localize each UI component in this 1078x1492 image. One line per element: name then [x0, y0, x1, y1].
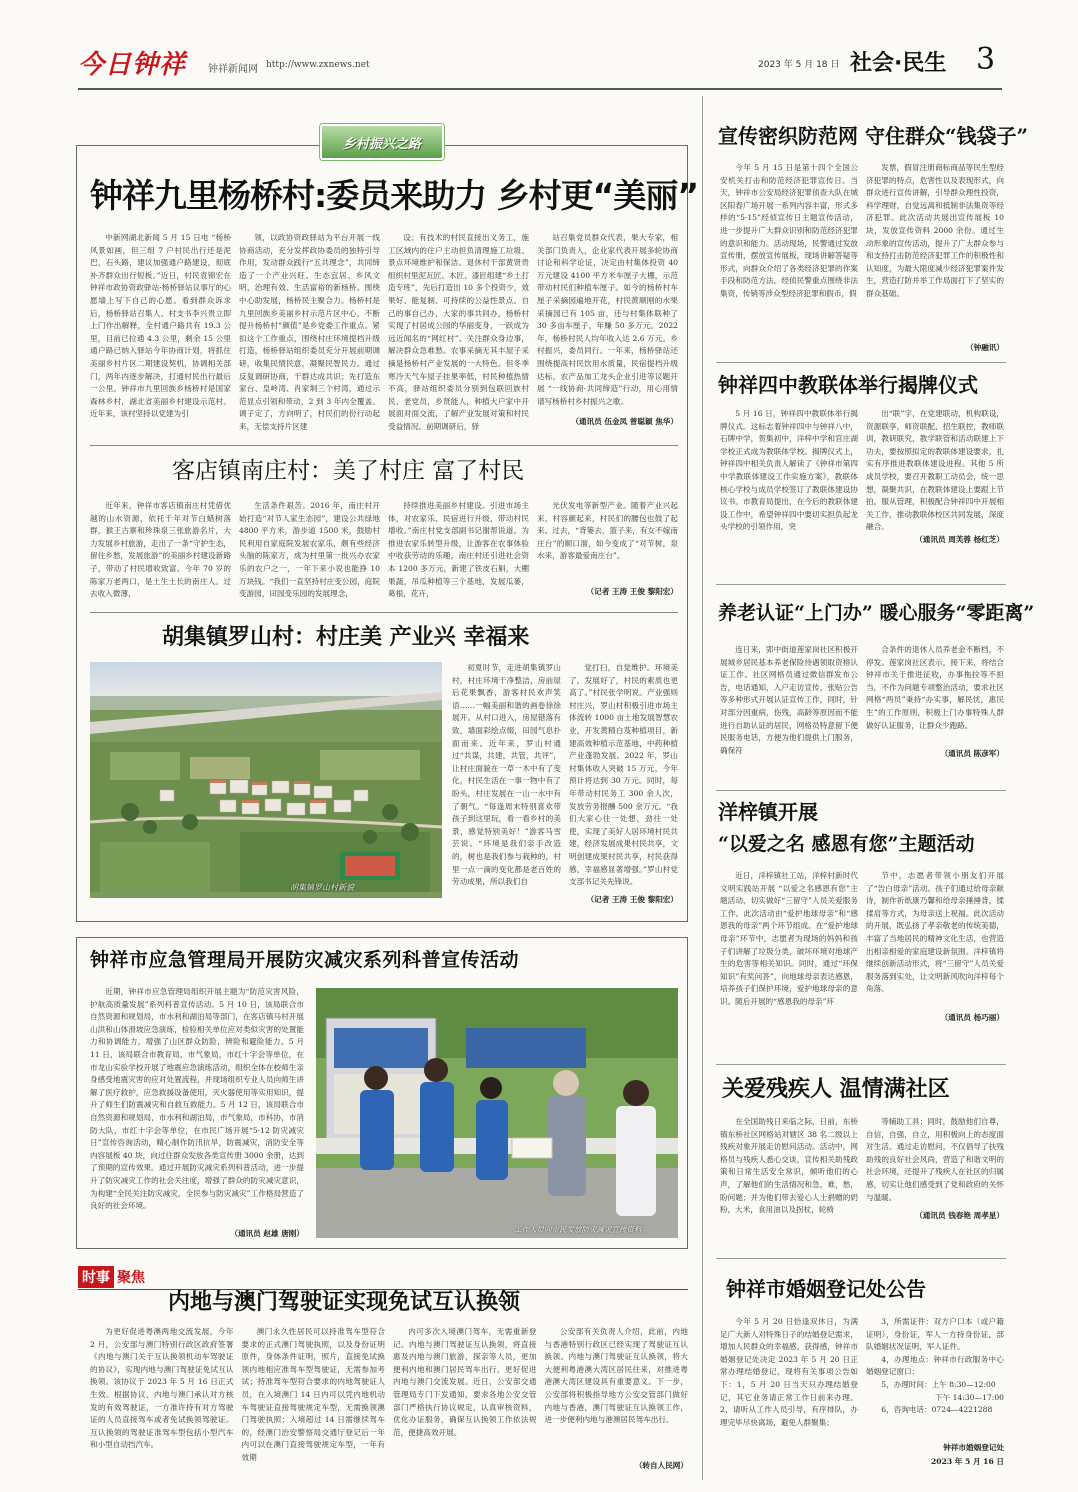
right-divider-1	[716, 362, 1006, 363]
article-1-col-3: 设；有技术的村民直接出义务工，施工区域内的住户主动担负清理施工垃圾、景点环境维护和保洁。退休村干部黄贤贵组织村里泥瓦匠、木匠、漆匠组建“乡土打造专班”，先后打造出 10 多个投资少，效果好、能复制、可持续的公益性景点。自己的事自己办，大家的事共同办，杨桥村实现了村居成公园的华丽变身，一跃成为远近闻名的“网红村”。关注群众身边事，解决群众急难愁。农事采摘无其丰屋子采摘是杨桥村产业发展的一大特色。但冬季寒冷天气车屋子挂果率低，村民种植热情不高，驿站组织委员分别到包联回族村民，老党员，乡贤能人，种植大户家中开展面对面交流，了解产业发展对策和村民受益情况。前期调研后，驿	[388, 233, 529, 431]
article-1-byline: （通讯员 伍金凤 曾聪颖 焦华）	[571, 417, 678, 426]
article-1-col-4: 站召集党员群众代表，果大专家，相关部门负责人，企业家代表开展多轮协商讨论和科学论证，决定由村集体投资 40 万元建设 4100 平方米车厘子大棚，示范带动村民们种植车厘子。如今的杨桥村车厘子采摘园遍地开花，村民黄顺刚的水果采摘园已有 105 亩，还与村集体联种了 30 多亩车厘子，年赚 50 多万元。2022 年，杨桥村民人均年收入达 2.6 万元。乡村振兴，委员同行。一年来，杨桥驿站还围绕提高村民饮用水质量，民宿提档升级达标，农产品加工龙头企业引进等议题开展 “一线协商·共同缔造”行动，用心用情谱写杨桥村乡村振兴之歌。	[537, 233, 678, 406]
yangzi-article-headline-2: “以爱之名 感恩有您”主题活动	[718, 833, 975, 855]
police-article-byline: （钟融讯）	[966, 343, 1004, 352]
article-5-body	[90, 1326, 688, 1474]
school-article-col-1: 5 月 16 日，钟祥四中教联体举行揭牌仪式。这标志着钟祥四中与钟祥八中，石牌中学，贺集初中，洋梓中学和官庄湖学校正式成为教联体学校。揭牌仪式上，钟祥四中相关负责人解读了《钟祥市第四中学教联体建设工作实施方案》，教联体核心学校与成员学校签订了教联体建设协议书。市教育局提出，在今后的教联体建设工作中，希望钟祥四中要切实担负起龙头学校的引领作用，突	[720, 409, 858, 532]
article-1-body	[90, 232, 678, 432]
police-article-col-1: 今年 5 月 15 日是第十四个全国公安机关打击和防范经济犯罪宣传日。当天，钟祥市公安局经济犯罪侦查大队在城区阳春广场开展一系列内容丰富，形式多样的“5·15”经侦宣传日主题宣传活动，进一步提升广大群众识别和防范经济犯罪的意识和能力。活动现场，民警通过发放宣传册，摆放宣传展板，现场讲解答疑等形式，向群众介绍了各类经济犯罪的作案手段和防范方法。经侦民警重点围绕非法集资，传销等涉众型经济犯罪和假币，假	[720, 163, 858, 298]
site-url[interactable]: http://www.zxnews.net	[266, 60, 370, 70]
marriage-notice-col-1: 今年 5 月 20 日恰逢双休日，为满足广大新人对特殊日子的结婚登记需求，增加人民群众的幸福感，获得感，钟祥市婚姻登记处决定 2023 年 5 月 20 日正常办理结婚登记，现将有关事项公告如下：1，5 月 20 日当天只办理结婚登记，其它业务请正常工作日前来办理。2，请听从工作人员引导，有序排队，办理完毕尽快离场，避免人群聚集；	[720, 1317, 858, 1427]
article-2-col-1: 近年来，钟祥市客店镇南庄村凭借优越的山水资源，依托千年对节白蜡树落群，猴王古寨和珍珠泉三张旅游名片，大力发展乡村旅游，走出了一条“守护生态，留住乡愁，发展旅游”的美丽乡村建设新路子，带动了村民增收致富。今年 70 岁的陈家万老两口，是土生土长的南庄人。过去收入微薄，	[90, 501, 231, 599]
school-article-body	[720, 408, 1004, 532]
masthead	[72, 42, 1002, 86]
article-5-byline: （转自人民网）	[634, 1461, 688, 1470]
yangzi-article-col-1: 近日，洋梓镇社工站，洋梓村新时代文明实践站开展 “以爱之名感恩有您”主题活动，切实做好“三留守”人员关爱服务工作。此次活动由“爱护地球母亲”和“感恩我的母亲”两个环节组成。在“爱护地球母亲”环节中，志愿者为现场的妈妈和孩子们讲解了垃圾分类，破坏环境对地球产生的危害等相关知识。同时，通过“环保知识”有奖问答”，向地球母亲表达感恩，培养孩子们保护环境，爱护地球母亲的意识。随后开展的“感恩我的母亲”环	[720, 871, 858, 1006]
article-1-headline: 钟祥九里杨桥村:委员来助力 乡村更“美丽”	[90, 176, 699, 215]
luoshan-village-photo	[90, 662, 442, 898]
article-2-headline: 客店镇南庄村：美了村庄 富了村民	[172, 458, 525, 484]
marriage-notice-signer: 钟祥市婚姻登记处	[943, 1443, 1004, 1452]
marriage-notice-item-5: 5，办理时间：上午 8:30—12:00	[881, 1379, 996, 1389]
luoshan-village-aerial-image	[90, 662, 442, 898]
school-article-col-2: 出“联”字，在党建联动，机构联设，资源联享，师资联配，招生联控，教师联训，教研联究，教学联管和活动联建上下功夫，要按照拟定的教联体建设要求，扎实有序推进教联体建设进程。其他 5 所成员学校，要召开教职工动员会，统一思想，凝聚共识，在教联体建设上要跟上节拍，服从管理，积极配合钟祥四中开展相关工作，推动教联体校区共同发展，深度融合。	[866, 409, 1004, 532]
marriage-notice-col-2	[866, 1316, 1004, 1436]
luoshan-photo-caption: 胡集镇罗山村新貌	[290, 883, 354, 892]
rural-banner	[320, 124, 444, 160]
marriage-notice-date: 2023 年 5 月 16 日	[931, 1457, 1004, 1466]
current-affairs-tag	[78, 1266, 162, 1288]
marriage-notice-item-5b: 下午 14:30—17:00	[935, 1392, 1004, 1402]
article-2-col-2: 生活条件艰苦。2016 年，南庄村开始打造“对节人家生态园”，建设公共绿地 4800 平方米，游步道 1500 米，鼓励村民利用自家庭院发展农家乐，颇有些经济头脑的陈家万，成为村里第一批兴办农家乐的农户之一，一年下来小说也能挣 10 万块钱。“我们一直坚持村庄变公园，庭院变游园，田园变乐园的发展理念，	[239, 501, 380, 599]
pension-article-headline: 养老认证“上门办” 暖心服务“零距离”	[718, 602, 1035, 624]
disability-article-body	[720, 1116, 1004, 1224]
article-1-col-2: 领，以政协资政驿站为平台开展一线协商活动，充分发挥政协委员的独特引导作用，发动群众践行“五共理念”，共同缔造了一个产业兴旺、生态宜居、乡风文明、治理有效、生活富裕的新杨桥。围绕中心助发展，杨桥民主聚合力。杨桥村是九里回族乡美丽乡村示范片区中心，不断提升杨桥村“颜值”是乡党委工作重点。紧扣这个工作重点，围绕村庄环境提档升级打造，杨桥驿站组织委员充分开展前期调研，收集民情民意，凝聚民智民力。通过反复调研协商，干群达成共识；先打造东家台、皇岭湾、肖家垌三个村湾，通过示范显点引领和带动，2 到 3 年内全覆盖。调子定了，方向明了，村民们的份行动起来，无偿支持片区建	[239, 233, 380, 431]
marriage-notice-item-6: 6，咨询电话：0724—4221288	[881, 1405, 993, 1415]
marriage-notice-body	[720, 1316, 1004, 1436]
article-1-divider	[90, 445, 678, 446]
yangzi-article-headline-1: 洋梓镇开展	[718, 800, 818, 824]
pension-article-byline: （通讯员 陈彦军）	[940, 749, 1004, 758]
yangzi-article-col-2: 节中，志愿者带领小朋友们开展了“告白母亲”活动。孩子们通过给母亲献诗，制作祈纸康乃馨和给母亲捶捶背，揉揉肩等方式，为母亲送上祝福。此次活动的开展，既弘扬了孝亲敬老的传统美德，丰富了当地居民的精神文化生活，也营造出相亲相爱的家庭建设新氛围。洋梓镇将继续创新活动形式，将“三留守”人员关爱服务落到实处，让文明新风吹向洋梓每个角落。	[866, 871, 1004, 994]
article-5-col-1: 为更好促进粤澳两地交流发展，今年 2 月，公安部与澳门特别行政区政府签署《内地与澳门关于互认换领机动车驾驶证的协议》，实现内地与澳门驾驶证免试互认换领。该协议于 2023 年 5 月 16 日正式生效。根据协议，内地与澳门承认对方核发的有效驾驶证，一方准许持有对方驾驶证的人员直接驾车或者免试换领驾驶证。互认换领的驾驶证准驾车型包括小型汽车和小型自动挡汽车。	[90, 1327, 234, 1450]
article-4-byline: （通讯员 赵雄 唐刚）	[230, 1229, 304, 1238]
article-4-col-1: 近期，钟祥市应急管理局组织开展主题为“防范灾害风险，护航高质量发展”系列科普宣传活动。5 月 10 日，该局联合市自然资源和规划局，市水利和湖泊局等部门，在客店镇马村开展山洪和山体滑坡应急演练，检验相关单位应对类似灾害的处置能力和协调能力，增强了山区群众防险，辨险和避险能力。5 月 11 日，该局联合市教育局，市气象局，市红十字会等单位，在市龙山实验学校开展了地震应急演练活动，组织全体在校师生亲身感受地震灾害的应对处置流程，并现场组织专业人员向师生讲解了医疗救护，应急救援设备使用，灭火器使用等实用知识，提升了师生们防震减灾和自救互救能力。5 月 12 日，该局联合市自然资源和规划局，市水利和湖泊局，市气象局，市科协，市消防大队，市红十字会等单位，在市民广场开展“5·12 防灾减灾日”宣传咨询活动，精心制作防汛抗旱，防震减灾，消防安全等内容展板 40 块，向过往群众发放各类宣传册 3000 余册，达到了预期的宣传效果。通过开展防灾减灾系列科普活动，进一步提升了防灾减灾工作的社会关注度，增强了群众的防灾减灾意识，为构建“全民关注防灾减灾，全民参与防灾减灾”工作格局营造了良好的社会环境。	[90, 987, 304, 1211]
article-5-col-2: 澳门永久性居民可以持准驾车型符合要求的正式澳门驾驶执照，以及身份证明原件，身体条件证明，照片，直接免试换领内地相应准驾车型驾驶证，无需参加考试；持准驾车型符合要求的内地驾驶证人员，在入境澳门 14 日内可以凭内地机动车驾驶证直接驾驶规定车型，无需换领澳门驾驶执照；入境超过 14 日需继续驾车的，经澳门治安警察局交通厅登记后一年内可以在澳门直接驾驶规定车型，一年有效期	[241, 1327, 385, 1462]
right-divider-2	[716, 584, 1006, 585]
newspaper-logo: 今日钟祥	[78, 50, 187, 80]
current-affairs-tag-a: 时事	[78, 1266, 114, 1288]
disability-article-byline: （通讯员 钱春艳 周孝星）	[915, 1211, 1004, 1220]
section-name: 社会·民生	[850, 51, 947, 76]
article-4-headline: 钟祥市应急管理局开展防灾减灾系列科普宣传活动	[90, 949, 520, 971]
police-article-col-2: 发票，假冒注册商标商品等民生型经济犯罪的特点，危害性以及表现形式，向群众进行宣传讲解，引导群众理性投资，科学理财，自觉远离和抵制非法集资等经济犯罪。此次活动共展出宣传展板 10 块，发放宣传资料 2000 余份。通过生动形象的宣传活动，提升了广大群众参与和支持打击防范经济犯罪工作的积极性和认知度，为最大限度减少经济犯罪案件发生，营造打防并举工作局面打下了坚实的群众基础。	[866, 163, 1004, 298]
current-affairs-tag-b: 聚焦	[117, 1270, 145, 1286]
yangzi-article-byline: （通讯员 杨巧丽）	[940, 1013, 1004, 1022]
masthead-rule	[78, 88, 1002, 90]
emergency-photo	[316, 988, 678, 1238]
disability-article-col-2: 等辅助工具；同时，鼓励他们自尊，自信，自强，自立，用积极向上的态度面对生活。通过走访慰问，不仅倡导了扶残助残的良好社会风尚，营造了和谐文明的社会环境，还提升了残疾人在社区的归属感，切实让他们感受到了党和政府的关怀与温暖。	[866, 1117, 1004, 1202]
school-article-byline: （通讯员 周芙蓉 杨红芝）	[915, 535, 1004, 544]
marriage-notice-item-3: 3，所需证件：双方户口本（或户籍证明），身份证，军人一方持身份证，部队婚姻状况证明，军人证件。	[866, 1317, 1004, 1352]
article-5-col-3: 内可多次入境澳门驾车，无需重新登记。内地与澳门驾驶证互认换领，将直接惠及内地与澳门旅游，探亲等人员，更加便利内地和澳门居民驾车出行，更好促进内地与澳门交流发展。近日，公安部交通管理局专门下发通知，要求各地公安交管部门严格执行协议规定，认真审核资料，优化办证服务，确保互认换领工作依法规范，便捷高效开展。	[393, 1327, 537, 1437]
article-1-col-1: 中新网湖北新闻 5 月 15 日电 “杨桥风景如画，但三组 7 户村民出行还是泥巴，石头路，建议加强通户路建设，彻底补齐群众出行短板。”近日，村民袁锦宏在钟祥市政协资政驿站·杨桥驿站议事厅的心愿墙上写下自己的心愿。看到群众诉求后，杨桥驿站召集人、村支书李兴贵立即上门作出解释，全村通户路共有 19.3 公里，目前已拉通 4.3 公里，剩余 15 公里通户路已纳入驿站今年协商计划，将抓住美丽乡村片区二期建设契机，协调相关部门，两年内逐步解决，打通村民出行最后一公里。钟祥市九里回族乡杨桥村是国家森林乡村，湖北省美丽乡村建设示范村。近年来，该村坚持以党建为引	[90, 233, 231, 419]
disability-article-col-1: 在全国助残日来临之际，日前，东桥镇东桥社区网格站对辖区 38 名二级以上残疾对象开展走访慰问活动。活动中，网格员与残疾人悉心交谈，宣传相关助残政策和日常生活安全常识，倾听他们的心声，了解他们的生活情况和急，难，愁，盼问题；并为他们带去爱心人士捐赠的奶粉，大米，食用油以及拐杖，轮椅	[720, 1117, 858, 1215]
article-2-divider	[90, 612, 678, 613]
yangzi-article-body	[720, 870, 1004, 1020]
right-divider-5	[716, 1258, 1006, 1259]
issue-date: 2023 年 5 月 18 日	[758, 60, 840, 70]
article-3-col-1: 初夏时节，走进胡集镇罗山村，村庄环境干净整洁，房前屋后花果飘香，游客村民欢声笑语……一幅美丽和谐的画卷徐徐展开。从村口进入，房屋错落有致，墙面彩绘点缀，田园气息扑面而来。近年来，罗山村通过“共谋，共建，共管，共评”，让村庄面貌在一草一木中有了变化，村民生活在一事一物中有了盼头，村庄发展在一山一水中有了朝气。“每逢周末特别喜欢带孩子到这里玩，看一看乡村的美景，感觉特别美好！”游客马雪芸说。“环境是我们亲手改造的，树也是我们参与栽种的，村里一点一滴的变化都是老百姓的劳动成果，所以我们自	[452, 663, 561, 887]
police-article-headline: 宣传密织防范网 守住群众“钱袋子”	[718, 124, 1028, 148]
article-5-headline: 内地与澳门驾驶证实现免试互认换领	[168, 1289, 521, 1315]
article-5-col-4: 公安部有关负责人介绍，此前，内地与香港特别行政区已经实现了驾驶证互认换领。内地与澳门驾驶证互认换领，将大大便利粤港澳大湾区居民往来，对推进粤港澳大湾区建设具有重要意义。下一步，公安部将积极指导地方公安交管部门做好内地与香港，澳门驾驶证互认换领工作，进一步便利内地与港澳居民驾车出行。	[544, 1327, 688, 1425]
disability-article-headline: 关爱残疾人 温情满社区	[722, 1076, 950, 1102]
marriage-notice-item-4: 4，办理地点：钟祥市行政服务中心婚姻登记窗口；	[866, 1354, 1004, 1377]
column-divider	[702, 96, 703, 1480]
emergency-outreach-image	[316, 988, 678, 1238]
school-article-headline: 钟祥四中教联体举行揭牌仪式	[718, 373, 978, 397]
article-3-body	[452, 662, 678, 894]
right-divider-4	[716, 1064, 1006, 1065]
pension-article-col-1: 连日来，郢中街道莲家岗社区积极开展城乡居民基本养老保险待遇领取资格认证工作。社区网格员通过微信群发布公告，电话通知，入户走访宣传，张贴公告等多种形式开展认证宣传工作，同时，针对部分因重病，伤残，高龄等原因而不能进行自助认证的居民，网格员特意留下便民服务电话，方便为他们提供上门服务，确保符	[720, 645, 858, 755]
article-3-col-2: 觉打扫，自觉维护。环境美了，发展好了，村民的素质也更高了。”村民张学明说。产业强则村庄兴，罗山村积极引进市场主体流转 1000 亩土地发展智慧农业，开发黄精白芨种植项目，新建高效种植示范基地，中药种植产业蓬勃发展。2022 年，罗山村集体收入突破 15 万元，今年预计将达到 30 万元。同时，每年带动村民务工 300 余人次，发放劳务报酬 500 余万元。“我们大家心往一处想，劲往一处使，实现了美好人居环境村民共建，经济发展成果村民共享，文明创建成果村民共享，村民获得感，幸福感显著增强。”罗山村党支部书记关先锋说。	[569, 663, 678, 887]
article-3-byline: （记者 王涛 王俊 黎阳宏）	[586, 895, 678, 904]
police-article-body	[720, 162, 1004, 342]
article-4-body	[90, 986, 304, 1234]
marriage-notice-headline: 钟祥市婚姻登记处公告	[726, 1277, 926, 1301]
article-2-byline: （记者 王涛 王俊 黎阳宏）	[586, 587, 678, 596]
pension-article-col-2: 合条件的退休人员养老金不断档，不停发。莲家岗社区表示，接下来，将结合钟祥市关于推进征收，办事拖拉等不担当，不作为问题专项整治活动，要求社区网格“两员”秉持“办实事，解民忧，惠民生”的工作原则，积极上门办事特殊人群做好认证服务，让群众少跑路。	[866, 645, 1004, 730]
rural-banner-text: 乡村振兴之路	[342, 136, 421, 152]
article-2-col-4: 光伏发电等新型产业。随着产业兴起来，村容颜起来，村民们的腰包也鼓了起来。过去，“背篓去，篮子来，有女不嫁南庄台”的顺口溜，如今变成了“对节树，泉水来，游客最爱南庄台”。	[537, 501, 678, 561]
article-2-body	[90, 500, 678, 600]
article-2-col-3: 持续推进美丽乡村建设。引进市场主体，对农家乐、民宿进行升级，带动村民增收。”南庄村党支部副书记谢帮说道。为推进农家乐转型升级，让游客在农事体验中收获劳动的乐趣，南庄村还引进社会资本 1200 多万元，新建了铁皮石斛，大棚果蔬，吊瓜种植等三个基地，发展瓜蒌，葛根，花卉，	[388, 501, 529, 599]
article-3-headline: 胡集镇罗山村：村庄美 产业兴 幸福来	[162, 624, 530, 650]
right-divider-3	[716, 790, 1006, 791]
page-number: 3	[976, 42, 996, 77]
emergency-photo-caption: 工作人员向市民发放防灾减灾宣传资料	[514, 1225, 642, 1234]
site-name: 钟祥新闻网	[208, 64, 258, 75]
